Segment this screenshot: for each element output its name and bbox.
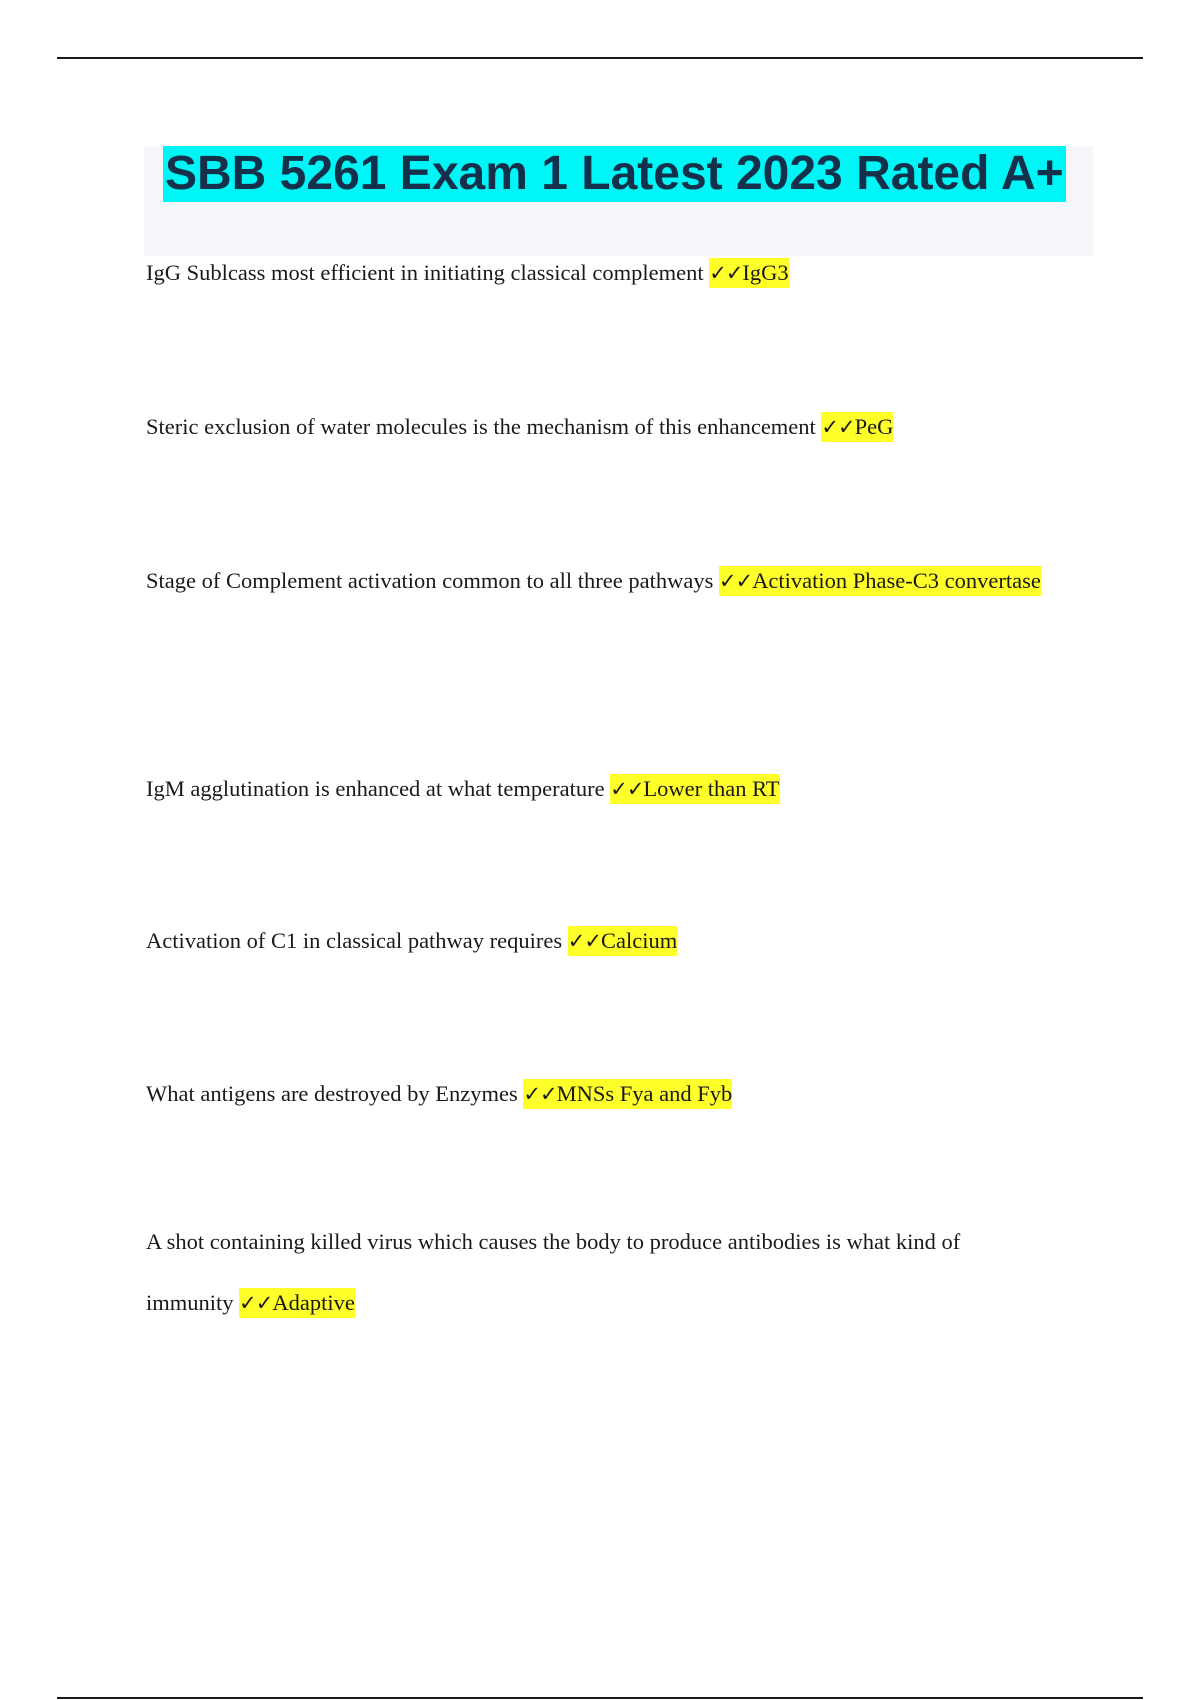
- double-check-icon: ✓✓: [610, 777, 644, 801]
- answer-text: Activation Phase-C3 convertase: [752, 568, 1041, 593]
- question-text: Activation of C1 in classical pathway requires: [146, 928, 563, 953]
- qa-item-3: [146, 550, 1046, 612]
- double-check-icon: ✓✓: [821, 415, 855, 439]
- answer-highlight: [709, 258, 788, 288]
- answer-text: Adaptive: [272, 1290, 355, 1315]
- double-check-icon: ✓✓: [239, 1291, 273, 1315]
- double-check-icon: ✓✓: [718, 569, 753, 593]
- answer-highlight: [239, 1288, 355, 1318]
- qa-item-7: [146, 1211, 1046, 1334]
- answer-highlight: [610, 774, 779, 804]
- double-check-icon: ✓✓: [567, 929, 601, 953]
- question-text: A shot containing killed virus which causes the body to produce antibodies is what kind of immunity: [146, 1229, 961, 1315]
- answer-text: PeG: [854, 414, 894, 439]
- bottom-rule: [57, 1697, 1143, 1699]
- question-text: Stage of Complement activation common to all three pathways: [146, 568, 714, 593]
- qa-item-4: [146, 758, 1046, 820]
- answer-highlight: [719, 566, 1041, 596]
- answer-text: IgG3: [742, 260, 789, 285]
- answer-text: MNSs Fya and Fyb: [556, 1081, 733, 1106]
- qa-item-6: [146, 1063, 1046, 1125]
- top-rule: [57, 57, 1143, 59]
- question-text: IgG Sublcass most efficient in initiating classical complement: [146, 260, 704, 285]
- double-check-icon: ✓✓: [709, 261, 743, 285]
- double-check-icon: ✓✓: [523, 1082, 557, 1106]
- answer-text: Lower than RT: [643, 776, 780, 801]
- question-text: IgM agglutination is enhanced at what temperature: [146, 776, 605, 801]
- qa-item-1: [146, 242, 1046, 304]
- qa-item-5: [146, 910, 1046, 972]
- question-text: What antigens are destroyed by Enzymes: [146, 1081, 518, 1106]
- question-text: Steric exclusion of water molecules is the mechanism of this enhancement: [146, 414, 816, 439]
- answer-highlight: [821, 412, 893, 442]
- answer-text: Calcium: [600, 928, 678, 953]
- qa-item-2: [146, 396, 1046, 458]
- page-title: SBB 5261 Exam 1 Latest 2023 Rated A+: [165, 147, 1064, 200]
- answer-highlight: [568, 926, 677, 956]
- answer-highlight: [523, 1079, 732, 1109]
